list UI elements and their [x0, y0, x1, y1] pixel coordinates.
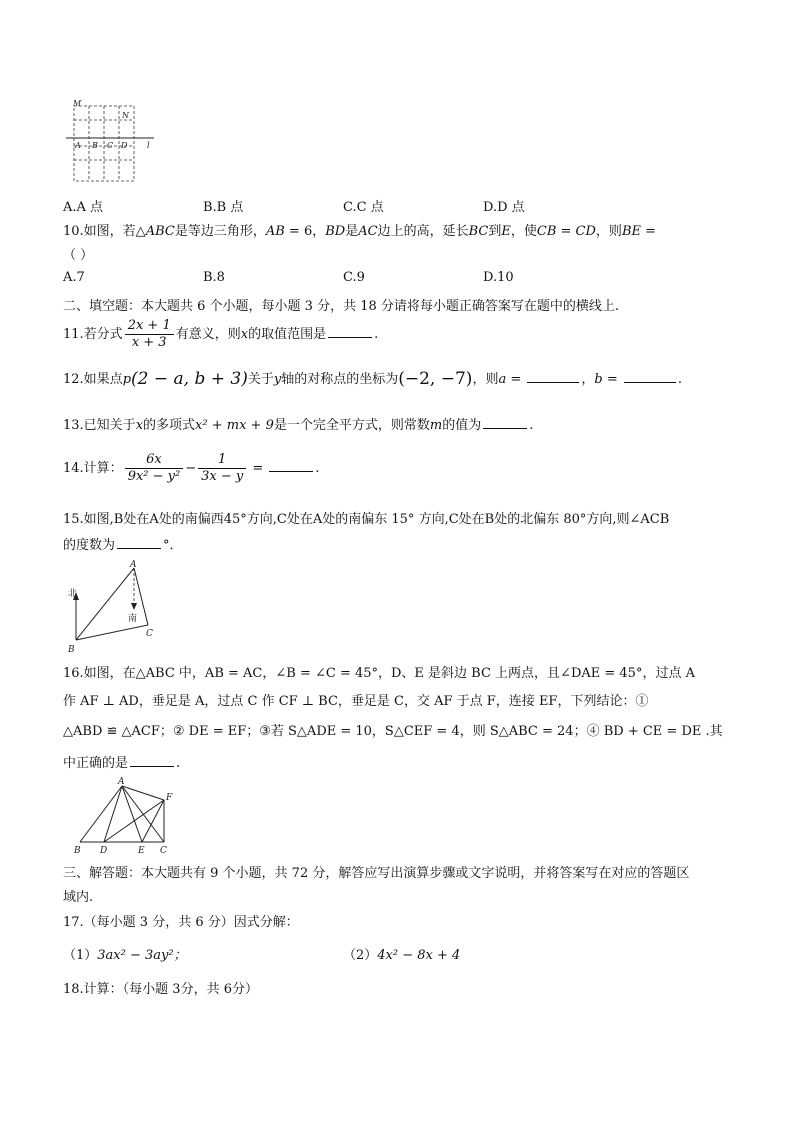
- q10-choice-b: B.8: [203, 270, 225, 285]
- q10-choice-a: A.7: [63, 270, 85, 285]
- q9-choice-b: B.B 点: [203, 200, 244, 215]
- q16-triangle-figure: [70, 776, 180, 856]
- label-D: D: [121, 141, 128, 150]
- q14-question: 14.计算： $\frac{6x}{\text{9x² − y²}}$ − $\frac{1}{3x - y}$ = .: [63, 452, 320, 484]
- label-B: B: [92, 141, 98, 150]
- label-l: l: [147, 141, 150, 150]
- q15-direction-figure: [64, 560, 164, 656]
- q9-choice-a: A.A 点: [63, 200, 104, 215]
- label-D: D: [100, 846, 108, 856]
- q11-question: 11.若分式 $\frac{2x + 1}{x + 3}$ 有意义，则x的取值范围是 .: [63, 318, 379, 350]
- q17-title: 17.（每小题 3 分，共 6 分）因式分解：: [63, 915, 299, 930]
- label-north: 北: [68, 589, 78, 599]
- q12-answer-a-blank[interactable]: [527, 370, 579, 383]
- q14-fraction-1: $\frac{6x}{\text{9x² − y²}}$: [125, 452, 184, 485]
- section3-title-line2: 域内.: [63, 890, 94, 905]
- q15-question-line2: 的度数为 °．: [63, 538, 183, 553]
- label-B: B: [68, 645, 75, 655]
- q16-question-line3: △ABD ≌ △ACF；② DE = EF；③若 S△ADE = 10，S△CEF = 4，则 S△ABC = 24；④ BD + CE = DE .其: [63, 724, 723, 739]
- q16-question-line1: 16.如图，在△ABC 中，AB = AC，∠B = ∠C = 45°，D、E 是斜边 BC 上两点，且∠DAE = 45°，过点 A: [63, 666, 695, 681]
- label-C: C: [146, 629, 153, 639]
- q10-answer-paren: （ ）: [63, 248, 94, 263]
- q9-choice-d: D.D 点: [483, 200, 525, 215]
- label-F: F: [166, 793, 173, 803]
- q9-choice-c: C.C 点: [343, 200, 384, 215]
- q11-fraction: $\frac{2x + 1}{x + 3}$: [125, 318, 174, 351]
- label-A: A: [118, 777, 125, 787]
- q10-choice-d: D.10: [483, 270, 514, 285]
- section3-title-line1: 三、解答题：本大题共有 9 个小题，共 72 分，解答应写出演算步骤或文字说明，并将答案写在对应的答题区: [63, 866, 690, 881]
- q16-question-line4: 中正确的是 .: [63, 756, 181, 771]
- q11-answer-blank[interactable]: [328, 325, 372, 338]
- q17-part1: （1）3ax² − 3ay²；: [63, 948, 187, 963]
- label-A: A: [75, 141, 81, 150]
- q13-answer-blank[interactable]: [483, 416, 527, 429]
- label-C: C: [160, 846, 167, 856]
- q10-question: 10.如图，若△ABC是等边三角形，AB = 6，BD是AC边上的高，延长BC到E，使CB = CD，则BE =: [63, 224, 657, 239]
- label-M: M: [73, 99, 82, 108]
- q15-question-line1: 15.如图,B处在A处的南偏西45°方向,C处在A处的南偏东 15° 方向,C处在B处的北偏东 80°方向,则∠ACB: [63, 512, 670, 527]
- q16-question-line2: 作 AF ⊥ AD，垂足是 A，过点 C 作 CF ⊥ BC，垂足是 C，交 AF 于点 F，连接 EF，下列结论：①: [63, 694, 649, 709]
- q12-question: 12.如果点p(2 − a, b + 3)关于y轴的对称点的坐标为(−2, −7)，则a = ，b = .: [63, 369, 683, 389]
- q14-answer-blank[interactable]: [269, 459, 313, 472]
- q16-answer-blank[interactable]: [130, 754, 174, 767]
- label-A: A: [130, 560, 137, 570]
- q18-title: 18.计算：（每小题 3分，共 6分）: [63, 982, 258, 997]
- label-B: B: [74, 846, 81, 856]
- q12-answer-b-blank[interactable]: [624, 370, 676, 383]
- q17-part2: （2）4x² − 8x + 4: [343, 948, 461, 963]
- label-E: E: [138, 846, 145, 856]
- label-south: 南: [128, 614, 138, 624]
- q9-grid-figure: [62, 98, 162, 188]
- section2-title: 二、填空题：本大题共 6 个小题，每小题 3 分，共 18 分请将每小题正确答案写在题中的横线上.: [63, 299, 620, 314]
- label-C: C: [107, 141, 114, 150]
- q14-fraction-2: $\frac{1}{3x - y}$: [198, 452, 246, 485]
- label-N: N: [122, 111, 129, 120]
- q10-choice-c: C.9: [343, 270, 365, 285]
- q15-answer-blank[interactable]: [117, 536, 161, 549]
- q13-question: 13.已知关于x的多项式x² + mx + 9是一个完全平方式，则常数m的值为 .: [63, 418, 534, 433]
